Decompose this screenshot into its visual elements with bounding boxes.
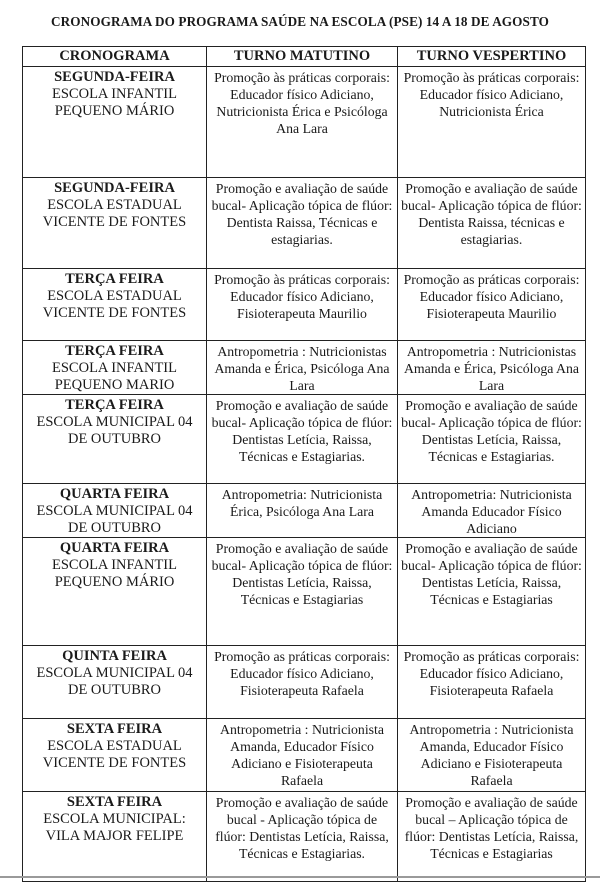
header-schedule: CRONOGRAMA bbox=[23, 47, 207, 67]
table-row bbox=[23, 538, 586, 646]
school-name: ESCOLA INFANTIL PEQUENO MÁRIO bbox=[52, 86, 177, 119]
morning-activity: Promoção as práticas corporais: Educador físico Adiciano, Fisioterapeuta Rafaela bbox=[207, 646, 398, 719]
day-school-cell bbox=[23, 538, 207, 646]
table-row bbox=[23, 646, 586, 719]
table-row bbox=[23, 269, 586, 341]
day-school-cell bbox=[23, 67, 207, 178]
weekday-label: TERÇA FEIRA bbox=[65, 343, 164, 359]
morning-activity: Antropometria: Nutricionista Érica, Psicóloga Ana Lara bbox=[207, 484, 398, 538]
weekday-label: TERÇA FEIRA bbox=[65, 271, 164, 287]
document-title: CRONOGRAMA DO PROGRAMA SAÚDE NA ESCOLA (PSE) 14 A 18 DE AGOSTO bbox=[51, 14, 549, 29]
day-school-cell bbox=[23, 178, 207, 269]
day-school-cell bbox=[23, 269, 207, 341]
weekday-label: QUINTA FEIRA bbox=[62, 648, 167, 664]
afternoon-activity: Promoção e avaliação de saúde bucal- Aplicação tópica de flúor: Dentista Raissa, técnicas e estagiarias. bbox=[398, 178, 586, 269]
header-afternoon-shift: TURNO VESPERTINO bbox=[398, 47, 586, 67]
school-name: ESCOLA INFANTIL PEQUENO MARIO bbox=[52, 360, 177, 393]
table-row bbox=[23, 395, 586, 484]
table-row bbox=[23, 67, 586, 178]
morning-activity: Antropometria : Nutricionistas Amanda e Érica, Psicóloga Ana Lara bbox=[207, 341, 398, 395]
weekday-label: QUARTA FEIRA bbox=[59, 486, 170, 502]
table-row bbox=[23, 484, 586, 538]
morning-activity: Antropometria : Nutricionista Amanda, Educador Físico Adiciano e Fisioterapeuta Rafaela bbox=[207, 719, 398, 792]
school-name: ESCOLA MUNICIPAL 04 DE OUTUBRO bbox=[36, 503, 193, 536]
schedule-table bbox=[22, 46, 586, 882]
day-school-cell bbox=[23, 484, 207, 538]
weekday-label: SEXTA FEIRA bbox=[66, 794, 163, 810]
table-header-row bbox=[23, 47, 586, 67]
page-bottom-edge bbox=[0, 876, 600, 878]
school-name: ESCOLA ESTADUAL VICENTE DE FONTES bbox=[42, 197, 187, 230]
school-name: ESCOLA MUNICIPAL 04 DE OUTUBRO bbox=[36, 665, 193, 698]
weekday-label: SEGUNDA-FEIRA bbox=[54, 180, 175, 196]
table-row bbox=[23, 341, 586, 395]
day-school-cell bbox=[23, 646, 207, 719]
morning-activity: Promoção às práticas corporais: Educador físico Adiciano, Fisioterapeuta Maurilio bbox=[207, 269, 398, 341]
morning-activity: Promoção e avaliação de saúde bucal- Aplicação tópica de flúor: Dentistas Letícia, Raissa, Técnicas e Estagiarias bbox=[207, 538, 398, 646]
school-name: ESCOLA ESTADUAL VICENTE DE FONTES bbox=[42, 738, 187, 771]
morning-activity: Promoção e avaliação de saúde bucal- Aplicação tópica de flúor: Dentista Raissa, Técnicas e estagiarias. bbox=[207, 178, 398, 269]
day-school-cell bbox=[23, 792, 207, 882]
afternoon-activity: Promoção às práticas corporais: Educador físico Adiciano, Nutricionista Érica bbox=[398, 67, 586, 178]
afternoon-activity: Antropometria : Nutricionista Amanda, Educador Físico Adiciano e Fisioterapeuta Rafaela bbox=[398, 719, 586, 792]
day-school-cell bbox=[23, 341, 207, 395]
table-row bbox=[23, 792, 586, 882]
weekday-label: SEXTA FEIRA bbox=[66, 721, 163, 737]
afternoon-activity: Antropometria : Nutricionistas Amanda e Érica, Psicóloga Ana Lara bbox=[398, 341, 586, 395]
afternoon-activity: Promoção e avaliação de saúde bucal- Aplicação tópica de flúor: Dentistas Letícia, Raissa, Técnicas e Estagiarias bbox=[398, 538, 586, 646]
school-name: ESCOLA ESTADUAL VICENTE DE FONTES bbox=[42, 288, 187, 321]
day-school-cell bbox=[23, 719, 207, 792]
header-morning-shift: TURNO MATUTINO bbox=[207, 47, 398, 67]
weekday-label: SEGUNDA-FEIRA bbox=[54, 69, 175, 85]
school-name: ESCOLA MUNICIPAL: VILA MAJOR FELIPE bbox=[43, 811, 186, 844]
morning-activity: Promoção às práticas corporais: Educador físico Adiciano, Nutricionista Érica e Psicóloga Ana Lara bbox=[207, 67, 398, 178]
weekday-label: TERÇA FEIRA bbox=[65, 397, 164, 413]
morning-activity: Promoção e avaliação de saúde bucal - Aplicação tópica de flúor: Dentistas Letícia, Raissa, Técnicas e Estagiarias. bbox=[207, 792, 398, 882]
school-name: ESCOLA INFANTIL PEQUENO MÁRIO bbox=[52, 557, 177, 590]
table-row bbox=[23, 719, 586, 792]
school-name: ESCOLA MUNICIPAL 04 DE OUTUBRO bbox=[36, 414, 193, 447]
afternoon-activity: Promoção e avaliação de saúde bucal – Aplicação tópica de flúor: Dentistas Letícia, Raissa, Técnicas e Estagiarias bbox=[398, 792, 586, 882]
afternoon-activity: Antropometria: Nutricionista Amanda Educador Físico Adiciano bbox=[398, 484, 586, 538]
afternoon-activity: Promoção as práticas corporais: Educador físico Adiciano, Fisioterapeuta Rafaela bbox=[398, 646, 586, 719]
afternoon-activity: Promoção as práticas corporais: Educador físico Adiciano, Fisioterapeuta Maurilio bbox=[398, 269, 586, 341]
table-row bbox=[23, 178, 586, 269]
day-school-cell bbox=[23, 395, 207, 484]
weekday-label: QUARTA FEIRA bbox=[59, 540, 170, 556]
morning-activity: Promoção e avaliação de saúde bucal- Aplicação tópica de flúor: Dentistas Letícia, Raissa, Técnicas e Estagiarias. bbox=[207, 395, 398, 484]
afternoon-activity: Promoção e avaliação de saúde bucal- Aplicação tópica de flúor: Dentistas Letícia, Raissa, Técnicas e Estagiarias. bbox=[398, 395, 586, 484]
